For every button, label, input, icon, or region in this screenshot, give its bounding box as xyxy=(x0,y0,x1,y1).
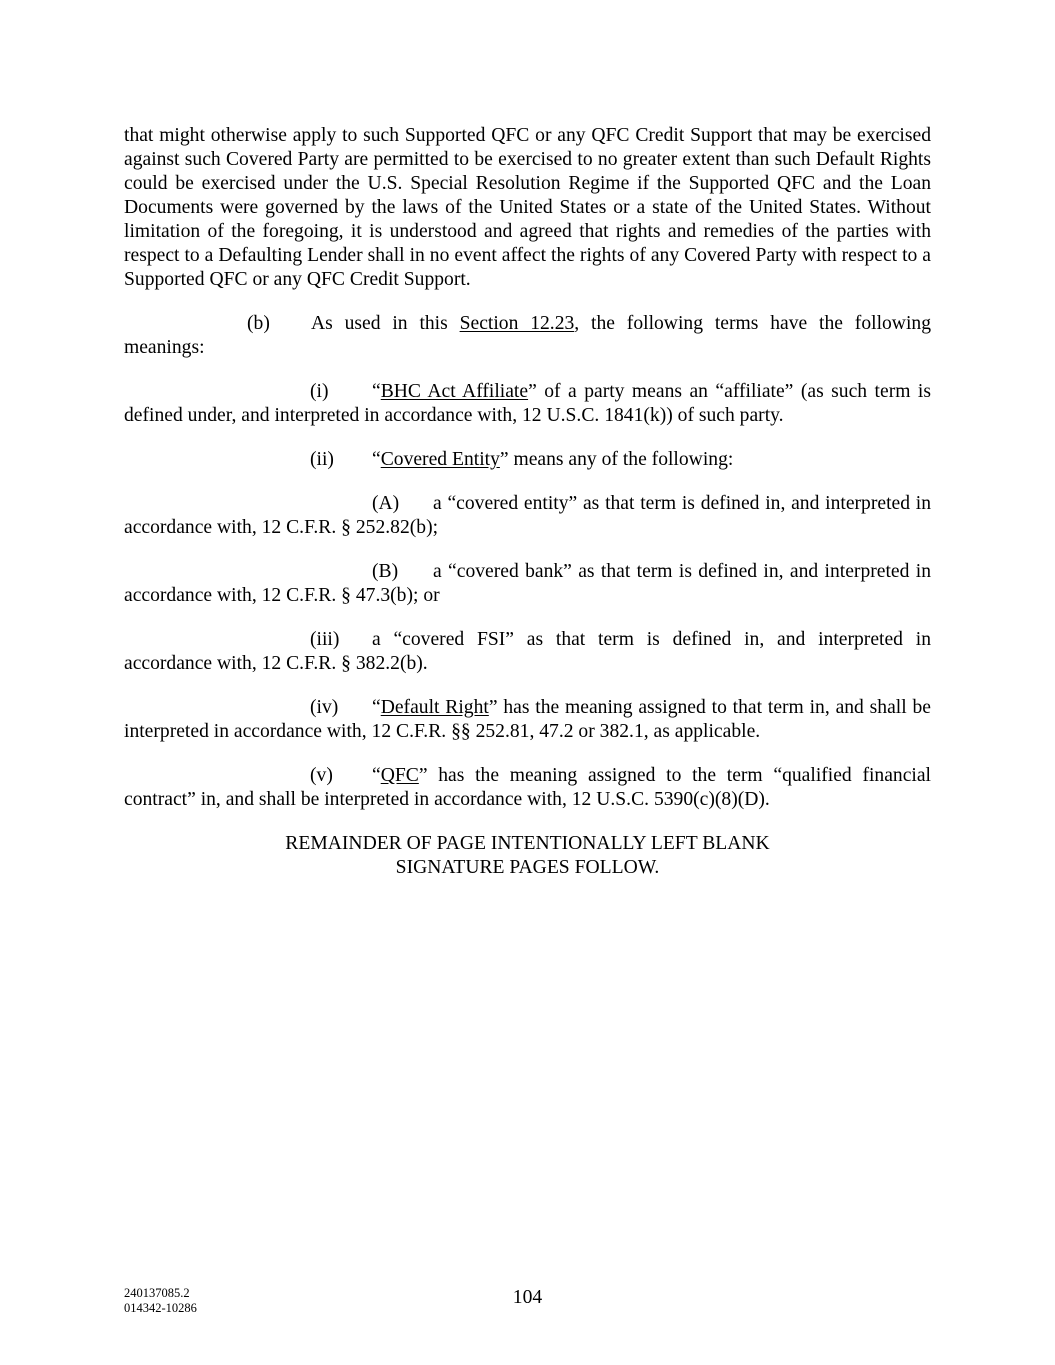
subclause-a-text: a “covered entity” as that term is defined in, and interpreted in accordance with, 12 C.F.R. § 252.82(b); xyxy=(124,493,931,538)
definition-iv-text: ” has the meaning assigned to that term in, and shall be interpreted in accordance with, 12 C.F.R. §§ 252.81, 47.2 or 382.1, as applicable. xyxy=(124,697,931,742)
defined-term-qfc: QFC xyxy=(380,765,419,786)
defined-term-covered-entity: Covered Entity xyxy=(380,449,500,470)
definition-ii-text: ” means any of the following: xyxy=(499,449,734,470)
document-body xyxy=(124,124,931,880)
definition-v-text: ” has the meaning assigned to the term “qualified financial contract” in, and shall be interpreted in accordance with, 12 U.S.C. 5390(c)(8)(D). xyxy=(124,765,931,810)
definition-v-number: (v) xyxy=(310,765,333,786)
definition-ii-number: (ii) xyxy=(310,449,334,470)
definition-v-open-quote: “ xyxy=(372,765,381,786)
paragraph-b xyxy=(124,312,931,360)
definition-bhc-act-affiliate xyxy=(124,380,931,428)
footer-matter-id: 014342-10286 xyxy=(124,1301,197,1315)
continuation-paragraph: that might otherwise apply to such Supported QFC or any QFC Credit Support that may be exercised against such Covered Party are permitted to be exercised to no greater extent than such Default Rights could be exercised under the U.S. Special Resolution Regime if the Supported QFC and the Loan Documents were governed by the laws of the United States or a state of the United States. Without limitation of the foregoing, it is understood and agreed that rights and remedies of the parties with respect to a Defaulting Lender shall in no event affect the rights of any Covered Party with respect to a Supported QFC or any QFC Credit Support. xyxy=(124,125,931,290)
definition-i-number: (i) xyxy=(310,381,329,402)
defined-term-bhc-act-affiliate: BHC Act Affiliate xyxy=(380,381,529,402)
footer-doc-id: 240137085.2 xyxy=(124,1286,190,1300)
definition-iv-open-quote: “ xyxy=(372,697,381,718)
subclause-b xyxy=(124,560,931,608)
definition-iii-text: a “covered FSI” as that term is defined in, and interpreted in accordance with, 12 C.F.R. § 382.2(b). xyxy=(124,629,931,674)
section-reference: Section 12.23 xyxy=(459,313,575,334)
subclause-a-number: (A) xyxy=(372,493,400,514)
definition-covered-entity xyxy=(124,448,931,472)
definition-iv-number: (iv) xyxy=(310,697,339,718)
definition-iii-number: (iii) xyxy=(310,629,340,650)
defined-term-default-right: Default Right xyxy=(380,697,489,718)
remainder-line-1: REMAINDER OF PAGE INTENTIONALLY LEFT BLANK xyxy=(285,833,770,854)
subclause-b-text: a “covered bank” as that term is defined in, and interpreted in accordance with, 12 C.F.R. § 47.3(b); or xyxy=(124,561,931,606)
paragraph-b-text-pre: As used in this xyxy=(311,313,460,334)
subclause-b-number: (B) xyxy=(372,561,399,582)
definition-iii xyxy=(124,628,931,676)
remainder-notice xyxy=(124,832,931,880)
page-number: 104 xyxy=(512,1287,543,1308)
definition-i-text: ” of a party means an “affiliate” (as such term is defined under, and interpreted in accordance with, 12 U.S.C. 1841(k)) of such party. xyxy=(124,381,931,426)
paragraph-b-text-post: , the following terms have the following meanings: xyxy=(124,313,931,358)
remainder-line-2: SIGNATURE PAGES FOLLOW. xyxy=(395,857,660,878)
subclause-a xyxy=(124,492,931,540)
paragraph-b-number: (b) xyxy=(247,313,270,334)
definition-qfc xyxy=(124,764,931,812)
definition-ii-open-quote: “ xyxy=(372,449,381,470)
definition-default-right xyxy=(124,696,931,744)
definition-i-open-quote: “ xyxy=(372,381,381,402)
